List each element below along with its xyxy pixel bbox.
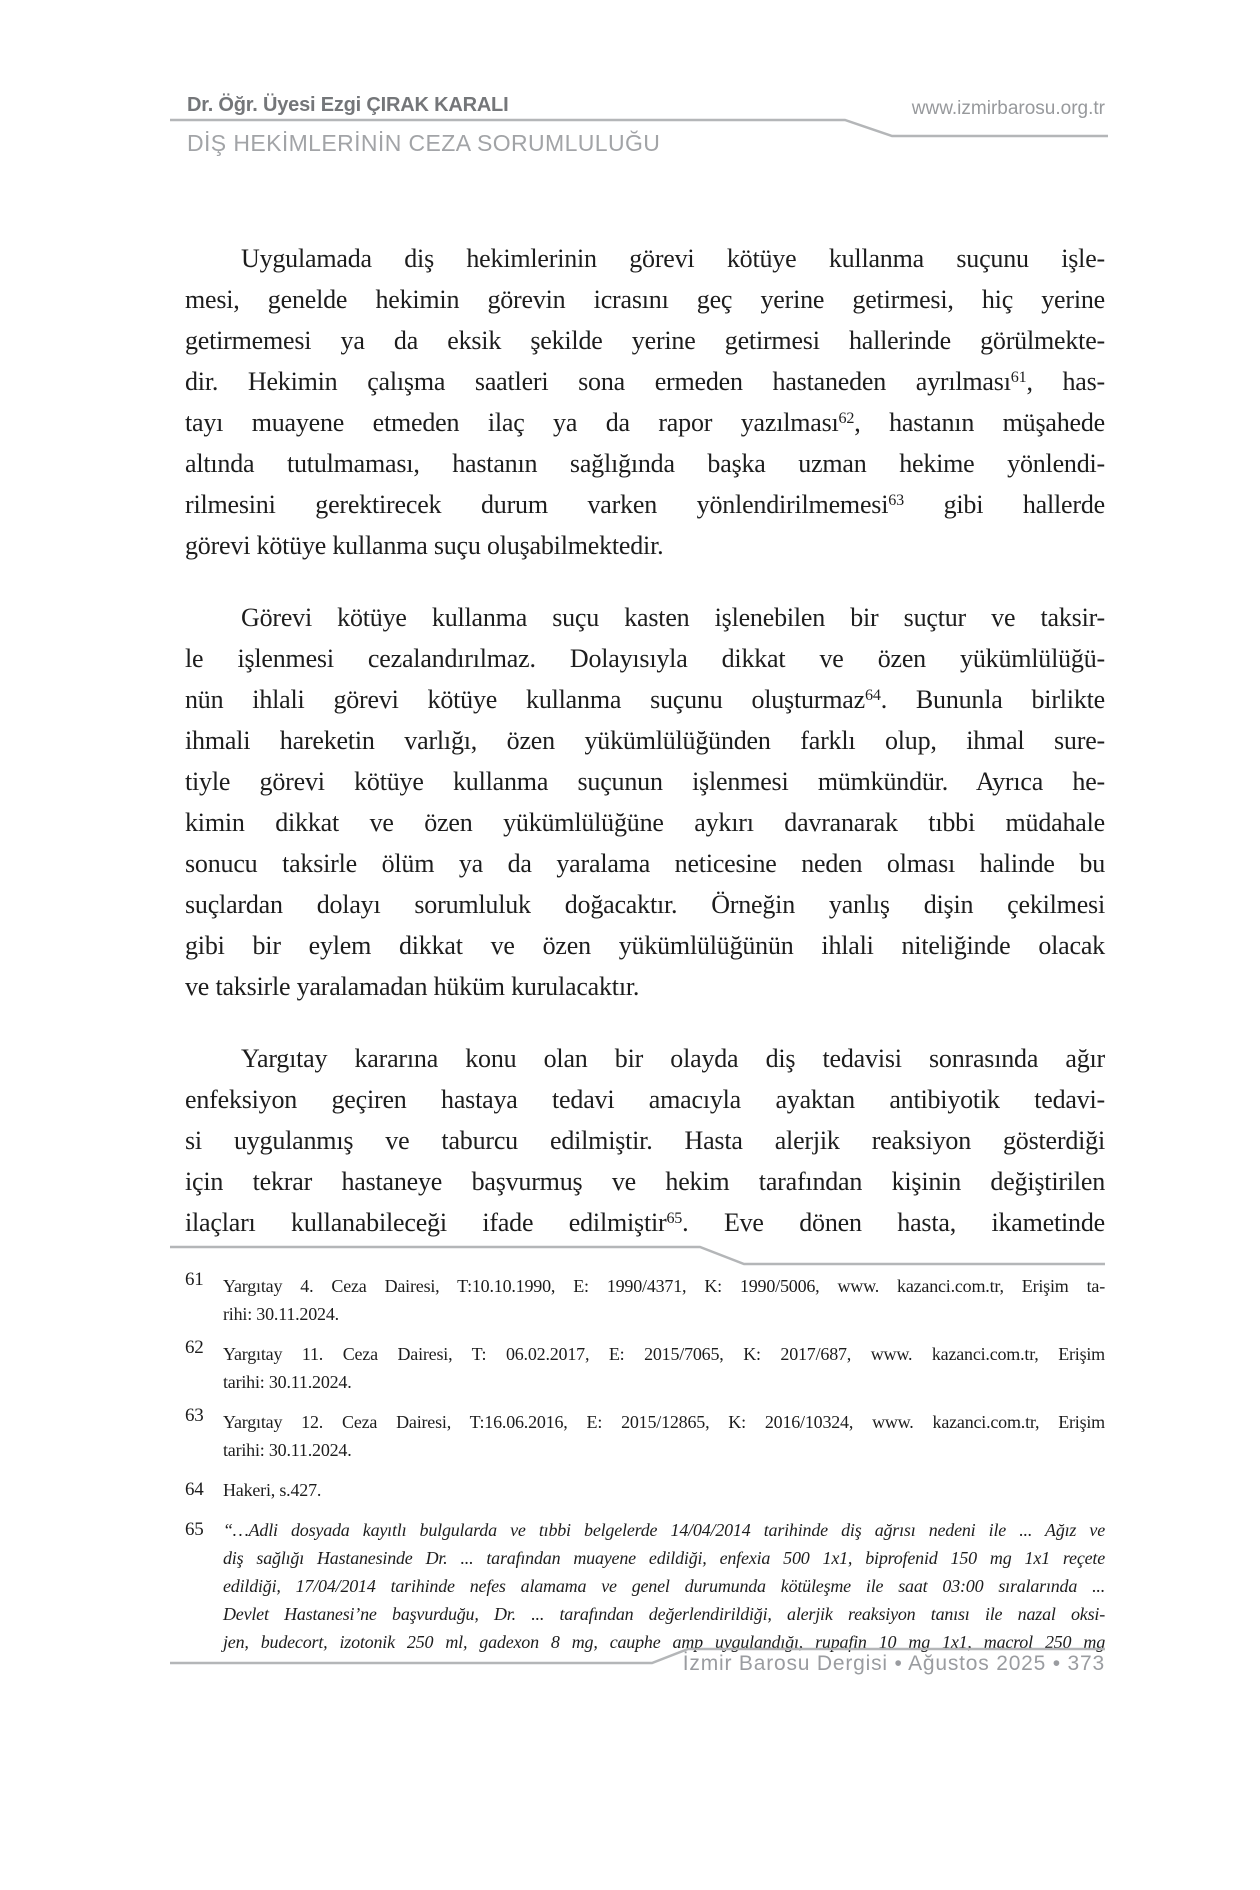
footnote-text xyxy=(223,1516,1105,1656)
footnote xyxy=(185,1269,1105,1328)
text-line: kimin dikkat ve özen yükümlülüğüne aykırı davranarak tıbbi müdahale xyxy=(185,808,1105,837)
text-line: getirmemesi ya da eksik şekilde yerine getirmesi hallerinde görülmekte- xyxy=(185,326,1105,355)
header-divider-line xyxy=(0,112,1260,144)
footnote-line: diş sağlığı Hastanesinde Dr. ... tarafından muayene edildiği, enfexia 500 1x1, biprofenid 150 mg 1x1 reçete xyxy=(223,1548,1105,1568)
text-line: gibi bir eylem dikkat ve özen yükümlülüğünün ihlali niteliğinde olacak xyxy=(185,931,1105,960)
footnote xyxy=(185,1476,1105,1504)
text-line: nün ihlali görevi kötüye kullanma suçunu oluşturmaz$^{64}$. Bununla birlikte xyxy=(185,685,1105,714)
text-line: enfeksiyon geçiren hastaya tedavi amacıyla ayaktan antibiyotik tedavi- xyxy=(185,1085,1105,1114)
footnote-line: Yargıtay 11. Ceza Dairesi, T: 06.02.2017, E: 2015/7065, K: 2017/687, www. kazanci.com.tr, Erişim xyxy=(223,1344,1105,1364)
text-line: Uygulamada diş hekimlerinin görevi kötüye kullanma suçunu işle- xyxy=(241,244,1105,273)
page-footer: İzmir Barosu Dergisi • Ağustos 2025 • 373 xyxy=(682,1652,1105,1675)
text-line: Görevi kötüye kullanma suçu kasten işlenebilen bir suçtur ve taksir- xyxy=(241,603,1105,632)
text-line: sonucu taksirle ölüm ya da yaralama neticesine neden olması halinde bu xyxy=(185,849,1105,878)
text-line: mesi, genelde hekimin görevin icrasını geç yerine getirmesi, hiç yerine xyxy=(185,285,1105,314)
footnote-line: rihi: 30.11.2024. xyxy=(223,1304,339,1324)
footnote-line: “…Adli dosyada kayıtlı bulgularda ve tıbbi belgelerde 14/04/2014 tarihinde diş ağrısı nedeni ile ... Ağız ve xyxy=(223,1520,1105,1540)
paragraph xyxy=(185,1038,1105,1243)
footnote-line: tarihi: 30.11.2024. xyxy=(223,1372,352,1392)
footnote-reference: 64 xyxy=(864,686,881,704)
footnote-number: 61 xyxy=(185,1269,204,1290)
text-line: ilaçları kullanabileceği ifade edilmiştir$^{65}$. Eve dönen hasta, ikametinde xyxy=(185,1208,1105,1237)
footnote-text xyxy=(223,1340,1105,1396)
footnote-number: 64 xyxy=(185,1479,204,1500)
footnote-number: 65 xyxy=(185,1519,204,1540)
footnote-number: 63 xyxy=(185,1405,204,1426)
text-line: ihmali hareketin varlığı, özen yükümlülüğünden farklı olup, ihmal sure- xyxy=(185,726,1105,755)
footnote-line: Hakeri, s.427. xyxy=(223,1480,322,1500)
text-line: ve taksirle yaralamadan hüküm kurulacaktır. xyxy=(185,972,640,1001)
article-title: DİŞ HEKİMLERİNİN CEZA SORUMLULUĞU xyxy=(187,130,661,156)
footnote-reference: 65 xyxy=(666,1209,683,1227)
text-line: altında tutulmaması, hastanın sağlığında başka uzman hekime yönlendi- xyxy=(185,449,1105,478)
footnote xyxy=(185,1337,1105,1396)
text-line: si uygulanmış ve taburcu edilmiştir. Hasta alerjik reaksiyon gösterdiği xyxy=(185,1126,1105,1155)
footnote-line: edildiği, 17/04/2014 tarihinde nefes alamama ve genel durumunda kötüleşme ile saat 03:00 sıralarında ... xyxy=(223,1576,1105,1596)
footnote xyxy=(185,1516,1105,1656)
footnote-reference: 61 xyxy=(1010,368,1027,386)
article-body xyxy=(185,238,1105,1243)
paragraph xyxy=(185,238,1105,566)
footnote-reference: 63 xyxy=(888,491,904,509)
footnote-text xyxy=(223,1272,1105,1328)
website-link[interactable]: www.izmirbarosu.org.tr xyxy=(911,98,1105,119)
text-line: tayı muayene etmeden ilaç ya da rapor yazılması$^{62}$, hastanın müşahede xyxy=(185,408,1105,437)
footnote-line: Yargıtay 12. Ceza Dairesi, T:16.06.2016, E: 2015/12865, K: 2016/10324, www. kazanci.com.tr, Erişim xyxy=(223,1412,1105,1432)
footnote-number: 62 xyxy=(185,1337,204,1358)
footnote xyxy=(185,1405,1105,1464)
text-line: Yargıtay kararına konu olan bir olayda diş tedavisi sonrasında ağır xyxy=(241,1044,1105,1073)
text-line: dir. Hekimin çalışma saatleri sona ermeden hastaneden ayrılması$^{61}$, has- xyxy=(185,367,1105,396)
text-line: için tekrar hastaneye başvurmuş ve hekim tarafından kişinin değiştirilen xyxy=(185,1167,1105,1196)
text-line: tiyle görevi kötüye kullanma suçunun işlenmesi mümkündür. Ayrıca he- xyxy=(185,767,1105,796)
footnote-text xyxy=(223,1408,1105,1464)
text-line: rilmesini gerektirecek durum varken yönlendirilmemesi$^{63}$ gibi hallerde xyxy=(185,490,1105,519)
text-line: le işlenmesi cezalandırılmaz. Dolayısıyla dikkat ve özen yükümlülüğü- xyxy=(185,644,1105,673)
footnotes-section xyxy=(185,1269,1105,1668)
footnote-text xyxy=(223,1476,1105,1504)
text-line: görevi kötüye kullanma suçu oluşabilmektedir. xyxy=(185,531,664,560)
author-name: Dr. Öğr. Üyesi Ezgi ÇIRAK KARALI xyxy=(187,94,509,116)
paragraph xyxy=(185,597,1105,1007)
text-line: suçlardan dolayı sorumluluk doğacaktır. Örneğin yanlış dişin çekilmesi xyxy=(185,890,1105,919)
footnote-line: tarihi: 30.11.2024. xyxy=(223,1440,352,1460)
footnote-line: Yargıtay 4. Ceza Dairesi, T:10.10.1990, E: 1990/4371, K: 1990/5006, www. kazanci.com.tr, Erişim ta- xyxy=(223,1276,1105,1296)
footnote-reference: 62 xyxy=(838,409,855,427)
footnote-line: jen, budecort, izotonik 250 ml, gadexon 8 mg, cauphe amp uygulandığı, rupafin 10 mg 1x1, macrol 250 mg xyxy=(223,1632,1105,1652)
footnote-line: Devlet Hastanesi’ne başvurduğu, Dr. ... tarafından değerlendirildiği, alerjik reaksiyon tanısı ile nazal oksi- xyxy=(223,1604,1105,1624)
